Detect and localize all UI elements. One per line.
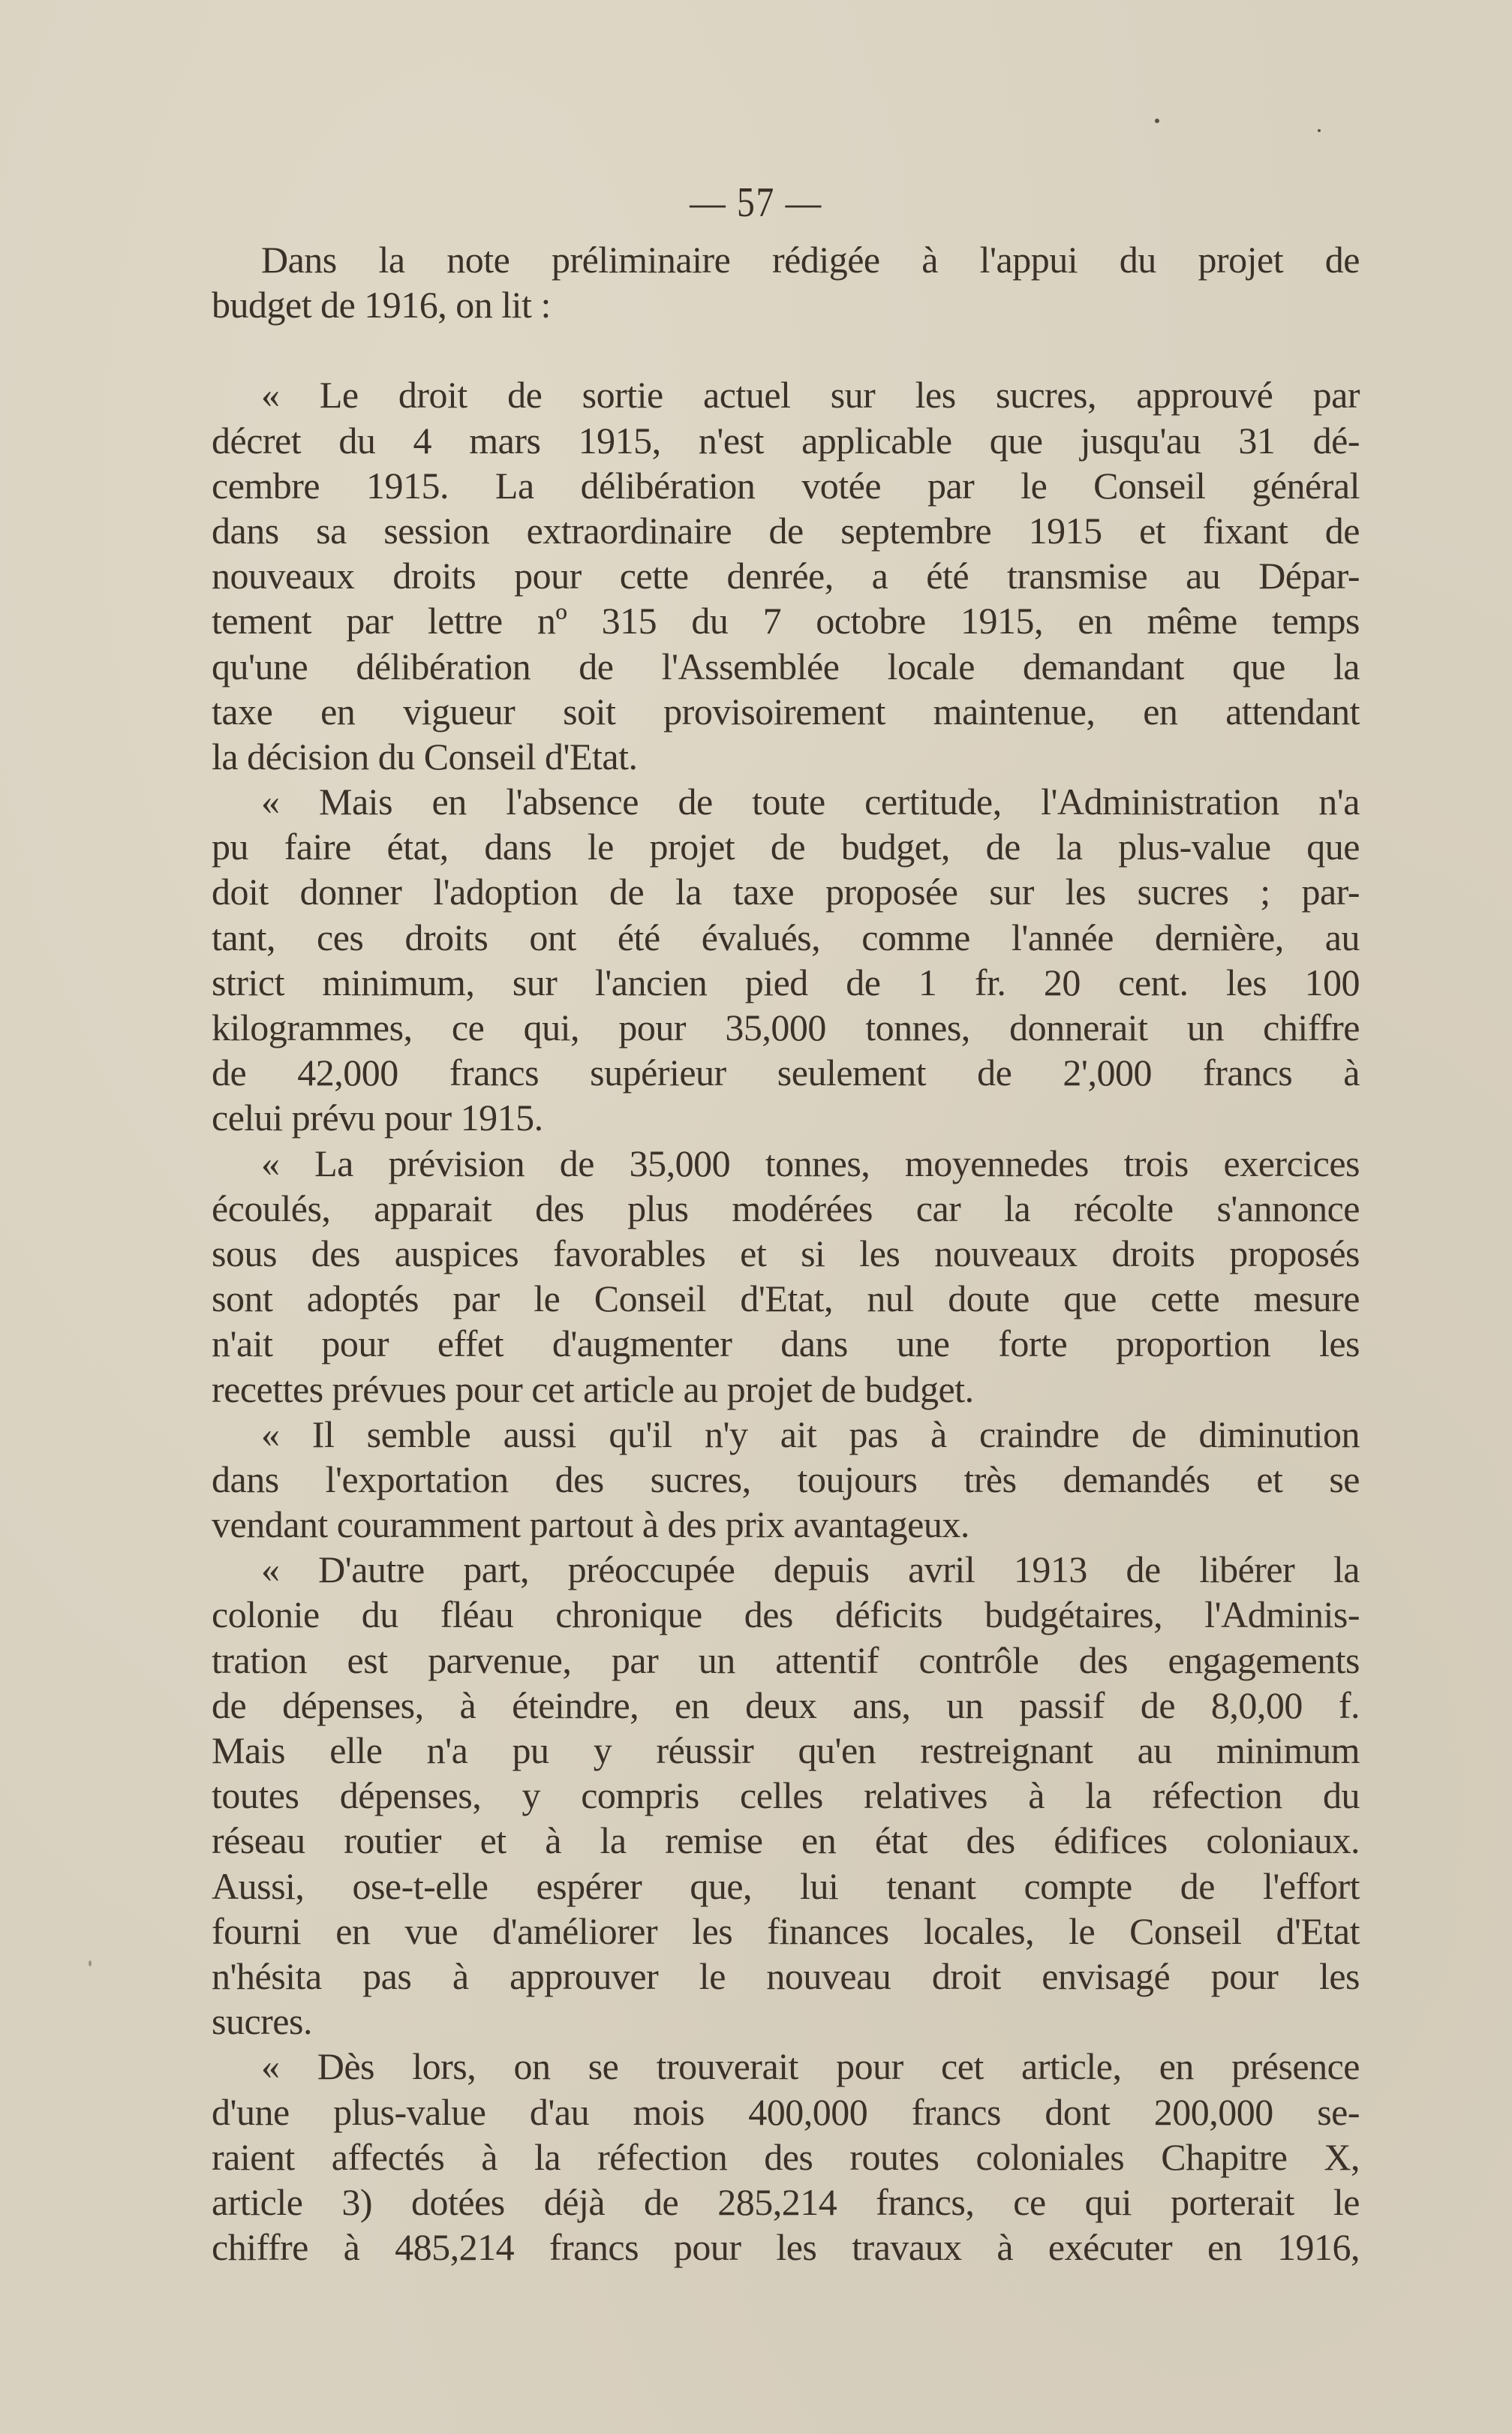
text-line: décret du 4 mars 1915, n'est applicable que jusqu'au 31 dé- — [212, 419, 1360, 462]
text-line: Aussi, ose-t-elle espérer que, lui tenant compte de l'effort — [212, 1864, 1360, 1907]
text-line: réseau routier et à la remise en état des édifices coloniaux. — [212, 1819, 1360, 1862]
text-line: « Mais en l'absence de toute certitude, l'Administration n'a — [261, 781, 1360, 823]
text-line: sont adoptés par le Conseil d'Etat, nul doute que cette mesure — [212, 1277, 1360, 1320]
paragraph-intro — [212, 237, 1360, 327]
text-line: « D'autre part, préoccupée depuis avril 1913 de libérer la — [261, 1548, 1360, 1591]
text-line: d'une plus-value d'au mois 400,000 francs dont 200,000 se- — [212, 2090, 1360, 2133]
paragraph-droit-de-sortie — [212, 372, 1360, 779]
paragraph-gap — [212, 327, 1360, 372]
text-line: tant, ces droits ont été évalués, comme l'année dernière, au — [212, 916, 1360, 958]
text-line: sous des auspices favorables et si les nouveaux droits proposés — [212, 1232, 1360, 1274]
text-line: nouveaux droits pour cette denrée, a été transmise au Dépar- — [212, 555, 1360, 597]
text-line: n'ait pour effet d'augmenter dans une forte proportion les — [212, 1322, 1360, 1365]
page-number: — 57 — — [690, 179, 822, 226]
text-line: chiffre à 485,214 francs pour les travaux à exécuter en 1916, — [212, 2226, 1360, 2269]
text-line: doit donner l'adoption de la taxe proposée sur les sucres ; par- — [212, 871, 1360, 913]
paragraph-exportation — [212, 1412, 1360, 1548]
paper-speck — [1318, 129, 1321, 132]
text-line: sucres. — [212, 2000, 312, 2043]
paragraph-absence-certitude — [212, 779, 1360, 1141]
text-line: dans l'exportation des sucres, toujours très demandés et se — [212, 1458, 1360, 1500]
paragraph-prevision — [212, 1141, 1360, 1412]
text-line: strict minimum, sur l'ancien pied de 1 fr. 20 cent. les 100 — [212, 961, 1360, 1003]
text-line: n'hésita pas à approuver le nouveau droit envisagé pour les — [212, 1954, 1360, 1997]
text-line: la décision du Conseil d'Etat. — [212, 735, 638, 778]
text-line: cembre 1915. La délibération votée par le Conseil général — [212, 464, 1360, 507]
paragraph-des-lors — [212, 2044, 1360, 2270]
text-line: kilogrammes, ce qui, pour 35,000 tonnes, donnerait un chiffre — [212, 1006, 1360, 1049]
text-line: raient affectés à la réfection des routes coloniales Chapitre X, — [212, 2135, 1360, 2178]
text-line: écoulés, apparait des plus modérées car la récolte s'annonce — [212, 1187, 1360, 1229]
text-line: « Dès lors, on se trouverait pour cet article, en présence — [261, 2045, 1360, 2088]
text-line: « Le droit de sortie actuel sur les sucres, approuvé par — [261, 374, 1360, 417]
text-line: celui prévu pour 1915. — [212, 1097, 543, 1139]
text-line: budget de 1916, on lit : — [212, 284, 551, 326]
text-line: fourni en vue d'améliorer les finances locales, le Conseil d'Etat — [212, 1909, 1360, 1952]
text-line: pu faire état, dans le projet de budget, de la plus-value que — [212, 826, 1360, 868]
text-line: tement par lettre nº 315 du 7 octobre 1915, en même temps — [212, 600, 1360, 642]
text-line: « Il semble aussi qu'il n'y ait pas à craindre de diminution — [261, 1413, 1360, 1455]
text-line: Dans la note préliminaire rédigée à l'appui du projet de — [261, 239, 1360, 281]
text-line: article 3) dotées déjà de 285,214 francs, ce qui porterait le — [212, 2180, 1360, 2223]
text-line: Mais elle n'a pu y réussir qu'en restreignant au minimum — [212, 1729, 1360, 1771]
text-line: toutes dépenses, y compris celles relatives à la réfection du — [212, 1774, 1360, 1817]
text-line: dans sa session extraordinaire de septembre 1915 et fixant de — [212, 509, 1360, 552]
text-line: qu'une délibération de l'Assemblée locale demandant que la — [212, 645, 1360, 687]
text-line: « La prévision de 35,000 tonnes, moyennedes trois exercices — [261, 1142, 1360, 1184]
text-line: de 42,000 francs supérieur seulement de 2',000 francs à — [212, 1052, 1360, 1094]
text-line: vendant couramment partout à des prix avantageux. — [212, 1503, 969, 1546]
text-line: colonie du fléau chronique des déficits budgétaires, l'Adminis- — [212, 1593, 1360, 1636]
paragraph-autre-part — [212, 1547, 1360, 2044]
paper-speck — [89, 1960, 92, 1966]
body-text — [212, 237, 1360, 2270]
text-line: tration est parvenue, par un attentif contrôle des engagements — [212, 1638, 1360, 1681]
text-line: recettes prévues pour cet article au projet de budget. — [212, 1367, 974, 1410]
text-line: taxe en vigueur soit provisoirement maintenue, en attendant — [212, 690, 1360, 733]
paper-speck — [1155, 119, 1159, 123]
text-line: de dépenses, à éteindre, en deux ans, un passif de 8,0,00 f. — [212, 1683, 1360, 1726]
